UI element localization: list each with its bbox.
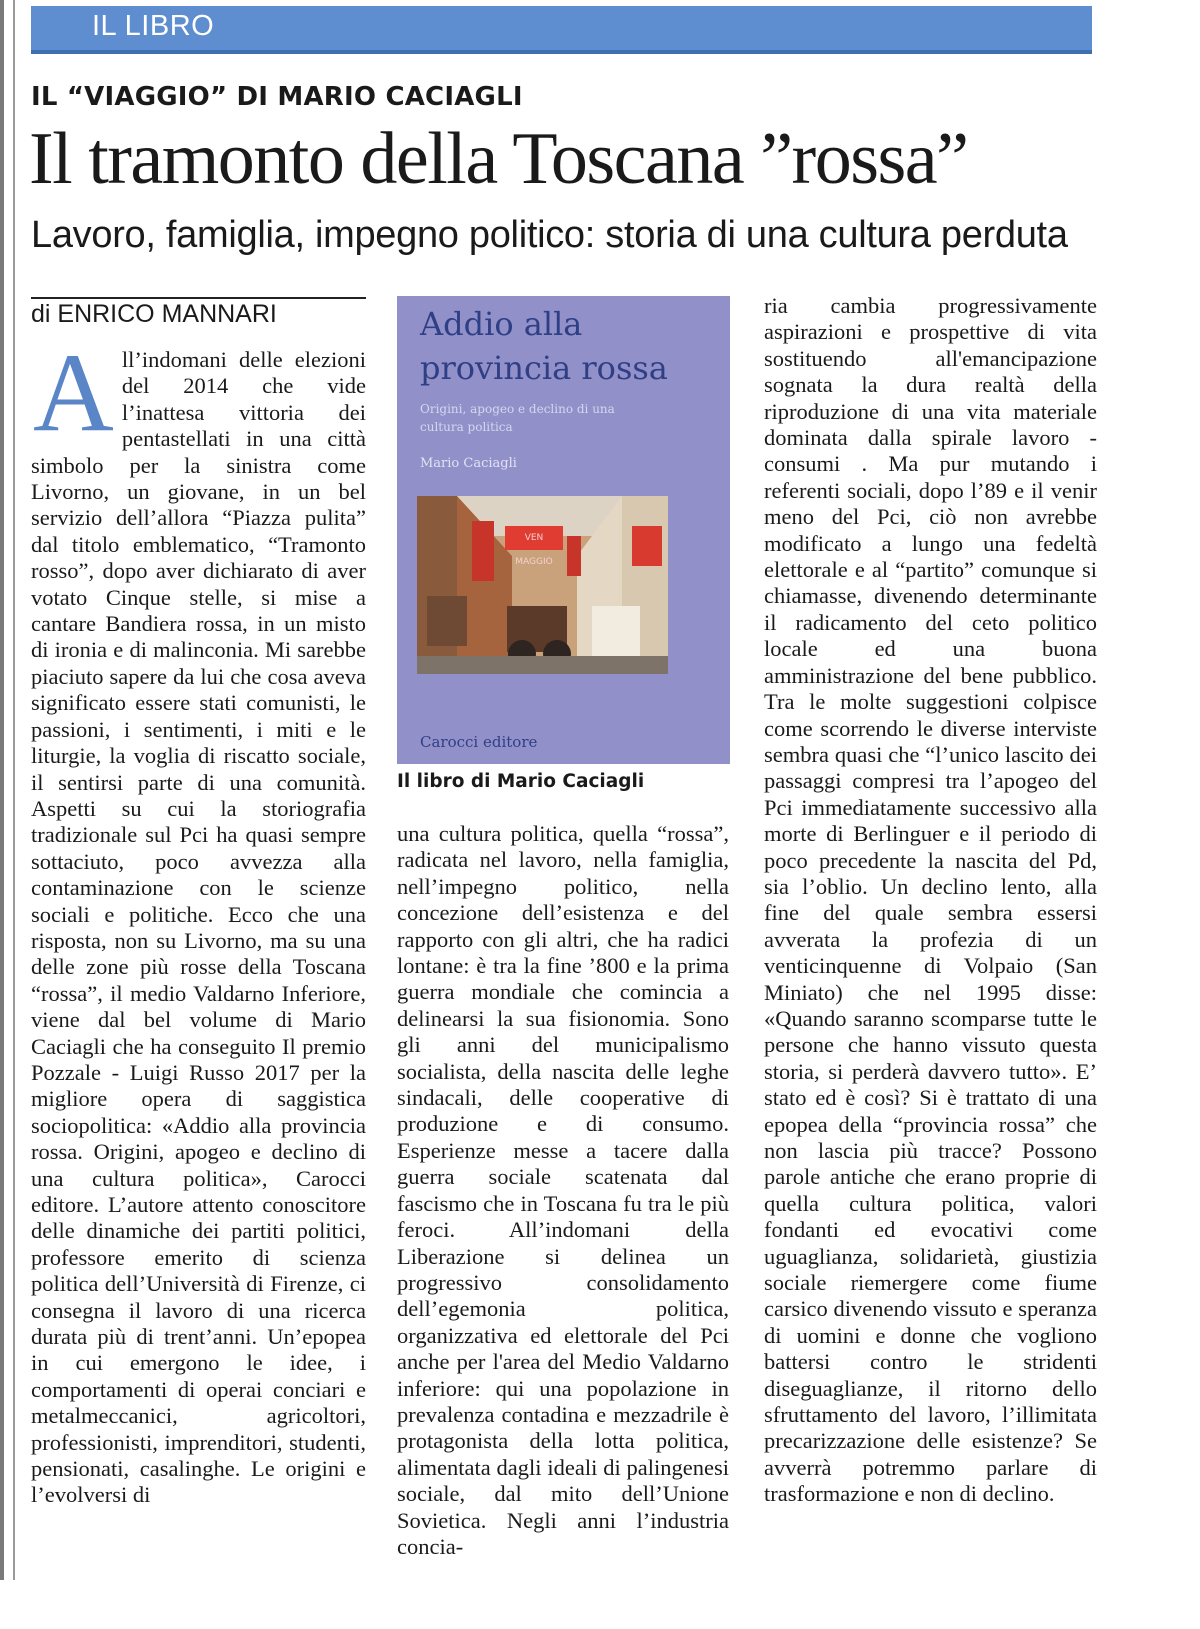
book-cover-title-line1: Addio alla	[420, 305, 583, 343]
book-cover-photo	[417, 496, 668, 674]
article-kicker: IL “VIAGGIO” DI MARIO CACIAGLI	[31, 82, 523, 112]
byline-divider	[31, 297, 366, 299]
article-column-2-text: una cultura politica, quella “rossa”, radicata nel lavoro, nella famiglia, nell’impegno politico, nella concezione dell’esistenza e del rapporto con gli altri, che ha radici lontane: è tra la fine ’800 e la prima guerra mondiale che comincia a delinearsi la sua fisionomia. Sono gli anni del municipalismo socialista, della nascita delle leghe sindacali, delle cooperative di produzione e di consumo. Esperienze messe a tacere dalla guerra sociale scatenata dal fascismo che in Toscana fu tra le più feroci. All’indomani della Liberazione si delinea un progressivo consolidamento dell’egemonia politica, organizzativa ed elettorale del Pci anche per l'area del Medio Valdarno inferiore: qui una popolazione in prevalenza contadina e mezzadrile è protagonista della lotta politica, alimentata dagli ideali di palingenesi sociale, dal mito dell’Unione Sovietica. Negli anni l’industria concia-	[397, 821, 729, 1559]
article-column-3-text: ria cambia progressivamente aspirazioni e prospettive di vita sostituendo all'emancipazione sognata la dura realtà della riproduzione di una vita materiale dominata dalla spirale lavoro - consumi . Ma pur mutando i referenti sociali, dopo l’89 e il venir meno del Pci, ciò non avrebbe modificato a lungo una fedeltà elettorale e al “partito” comunque si chiamasse, divenendo determinante il radicamento del ceto politico locale ed una buona amministrazione del bene pubblico. Tra le molte suggestioni colpisce come scorrendo le diverse interviste sembra quasi che “l’unico lascito dei passaggi compresi tra l’apogeo del Pci immediatamente successivo alla morte di Berlinguer e il periodo di poco precedente la nascita del Pd, sia l’oblio. Un declino lento, alla fine del quale sembra essersi avverata la profezia di un venticinquenne di Volpaio (San Miniato) che nel 1995 disse: «Quando saranno scomparse tutte le persone che hanno vissuto questa storia, si perderà davvero tutto». E’ stato ed è così? Si è trattato di una epopea della “provincia rossa” che non lascia più tracce? Possono parole antiche che erano proprie di quella cultura politica, valori fondanti ed evocativi come uguaglianza, solidarietà, giustizia sociale riemergere come fiume carsico divenendo vissuto e speranza di uomini e donne che vogliono battersi contro le stridenti diseguaglianze, il ritorno dello sfruttamento del lavoro, l’illimitata precarizzazione delle esistenze? Se avverrà potremmo parlare di trasformazione e non di declino.	[764, 293, 1097, 1507]
book-cover-title	[420, 302, 668, 390]
book-cover-publisher: Carocci editore	[420, 733, 538, 751]
book-cover-author: Mario Caciagli	[420, 456, 517, 471]
article-byline: di ENRICO MANNARI	[31, 300, 277, 328]
image-caption: Il libro di Mario Caciagli	[397, 771, 645, 792]
photo-banner: VEN MAGGIO	[505, 526, 563, 550]
article-column-1	[31, 331, 366, 1509]
article-column-1-text: ll’indomani delle elezioni del 2014 che vide l’inattesa vittoria dei pentastellati in una città simbolo per la sinistra come Livorno, un giovane, in un bel servizio dell’allora “Piazza pulita” dal titolo emblematico, “Tramonto rosso”, dopo aver dichiarato di aver votato Cinque stelle, si mise a cantare Bandiera rossa, in un misto di ironia e di malinconia. Mi sarebbe piaciuto sapere da lui che cosa aveva significato essere stati comunisti, le passioni, i sentimenti, i miti e le liturgie, la voglia di riscatto sociale, il sentirsi parte di una comunità. Aspetti su cui la storiografia tradizionale sul Pci ha quasi sempre sottaciuto, poco avvezza alla contaminazione con le scienze sociali e politiche. Ecco che una risposta, non su Livorno, ma su una delle zone più rosse della Toscana “rossa”, il medio Valdarno Inferiore, viene dal bel volume di Mario Caciagli che ha conseguito Il premio Pozzale - Luigi Russo 2017 per la migliore opera di saggistica sociopolitica: «Addio alla provincia rossa. Origini, apogeo e declino di una cultura politica», Carocci editore. L’autore attento conoscitore delle dinamiche dei partiti politici, professore emerito di scienza politica dell’Università di Firenze, ci consegna il lavoro di una ricerca durata più di trent’anni. Un’epopea in cui emergono le idee, i comportamenti di operai conciari e metalmeccanici, agricoltori, professionisti, imprenditori, studenti, pensionati, casalinghe. Le origini e l’evolversi di	[31, 347, 366, 1508]
section-label: IL LIBRO	[92, 10, 215, 42]
book-cover-subtitle: Origini, apogeo e declino di una cultura politica	[420, 402, 615, 434]
parade-photo-image	[417, 496, 668, 674]
drop-cap: A	[33, 331, 114, 455]
article-column-2	[397, 821, 729, 1560]
column-edge-rule	[13, 0, 15, 1580]
book-cover	[397, 296, 730, 764]
article-headline: Il tramonto della Toscana ”rossa”	[29, 118, 968, 200]
page-edge-rule	[0, 0, 4, 1580]
section-band	[31, 6, 1092, 54]
article-column-3	[764, 293, 1097, 1508]
book-cover-title-line2: provincia rossa	[420, 349, 668, 387]
article-subhead: Lavoro, famiglia, impegno politico: storia di una cultura perduta	[31, 214, 1068, 256]
